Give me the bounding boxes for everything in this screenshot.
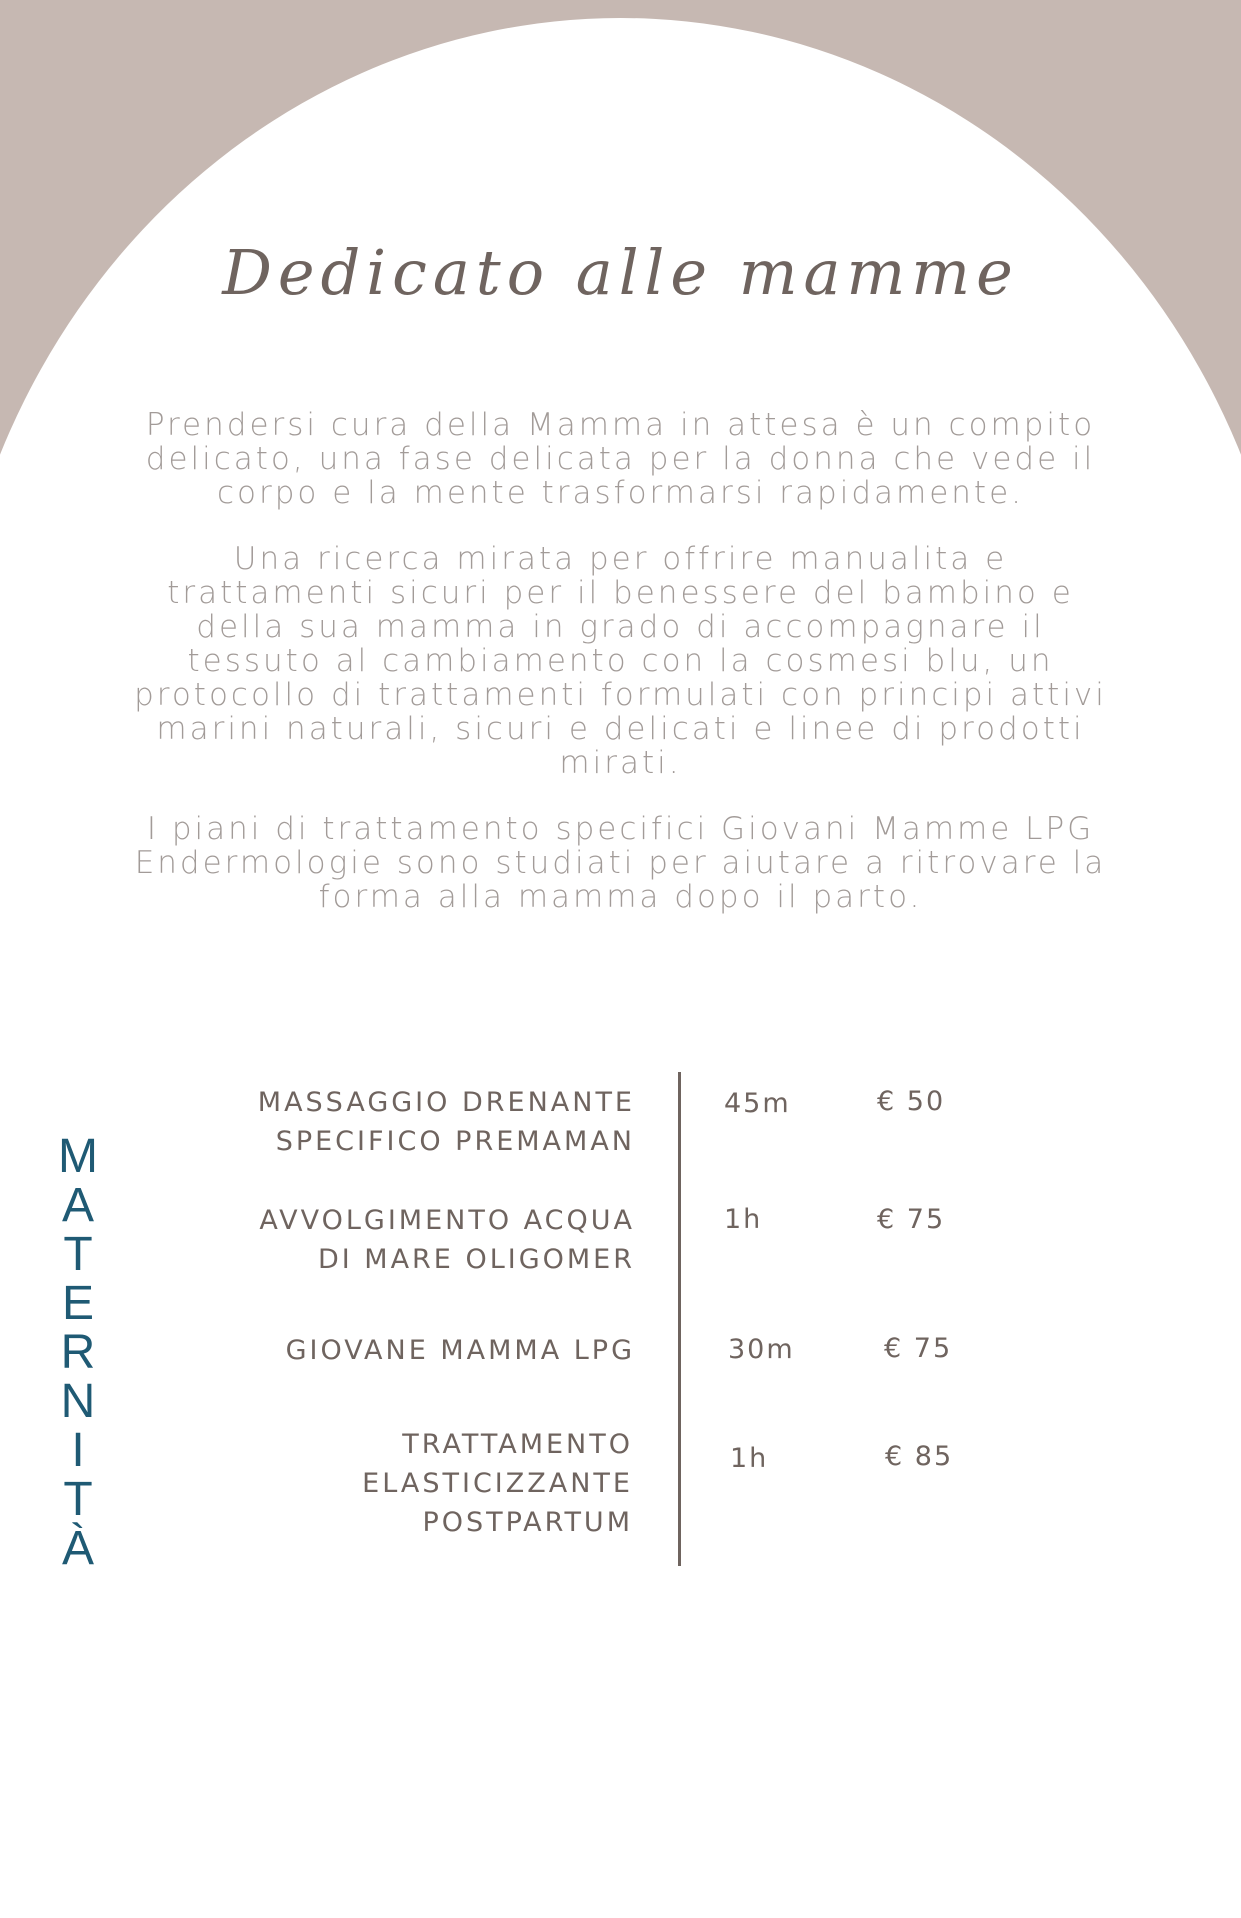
section-label-letter: T — [63, 1228, 93, 1281]
price-list-divider — [678, 1072, 681, 1566]
section-label-letter: À — [61, 1522, 94, 1575]
intro-text — [130, 408, 1111, 946]
service-name-line: AVVOLGIMENTO ACQUA — [259, 1205, 635, 1236]
service-name-line: SPECIFICO PREMAMAN — [275, 1126, 635, 1157]
service-duration: 1h — [730, 1443, 769, 1474]
section-label-letter: I — [71, 1424, 85, 1477]
service-name — [258, 1083, 635, 1161]
service-name-line: POSTPARTUM — [422, 1507, 633, 1538]
intro-paragraph: I piani di trattamento specifici Giovani Mamme LPG Endermologie sono studiati per aiutare a ritrovare la forma alla mamma dopo il parto. — [134, 811, 1107, 915]
intro-paragraph: Prendersi cura della Mamma in attesa è un compito delicato, una fase delicata per la donna che vede il corpo e la mente trasformarsi rapidamente. — [145, 407, 1096, 511]
service-name — [259, 1201, 635, 1279]
service-name-line: MASSAGGIO DRENANTE — [257, 1087, 635, 1118]
service-name — [362, 1425, 633, 1542]
service-price: € 50 — [877, 1086, 946, 1117]
intro-paragraph: Una ricerca mirata per offrire manualita e trattamenti sicuri per il benessere del bambino e della sua mamma in grado di accompagnare il tessuto al cambiamento con la cosmesi blu, un protocollo di trattamenti formulati con principi attivi marini naturali, sicuri e delicati e linee di prodotti mirati. — [134, 541, 1107, 781]
service-name-line: DI MARE OLIGOMER — [317, 1244, 635, 1275]
section-label-maternita — [48, 1132, 108, 1573]
service-name-line: GIOVANE MAMMA LPG — [285, 1335, 635, 1366]
service-name-line: TRATTAMENTO — [402, 1429, 633, 1460]
service-duration: 45m — [724, 1088, 791, 1119]
section-label-letter: N — [60, 1375, 96, 1428]
section-label-letter: M — [58, 1130, 98, 1183]
service-name — [286, 1331, 635, 1370]
section-label-letter: R — [60, 1326, 96, 1379]
service-price: € 85 — [885, 1441, 954, 1472]
section-label-letter: T — [63, 1473, 93, 1526]
section-label-letter: E — [61, 1277, 94, 1330]
service-name-line: ELASTICIZZANTE — [362, 1468, 633, 1499]
service-price: € 75 — [884, 1333, 953, 1364]
service-duration: 30m — [728, 1334, 795, 1365]
section-label-letter: A — [61, 1179, 94, 1232]
page-title: Dedicato alle mamme — [222, 236, 1019, 309]
service-duration: 1h — [724, 1204, 763, 1235]
service-price: € 75 — [877, 1204, 946, 1235]
